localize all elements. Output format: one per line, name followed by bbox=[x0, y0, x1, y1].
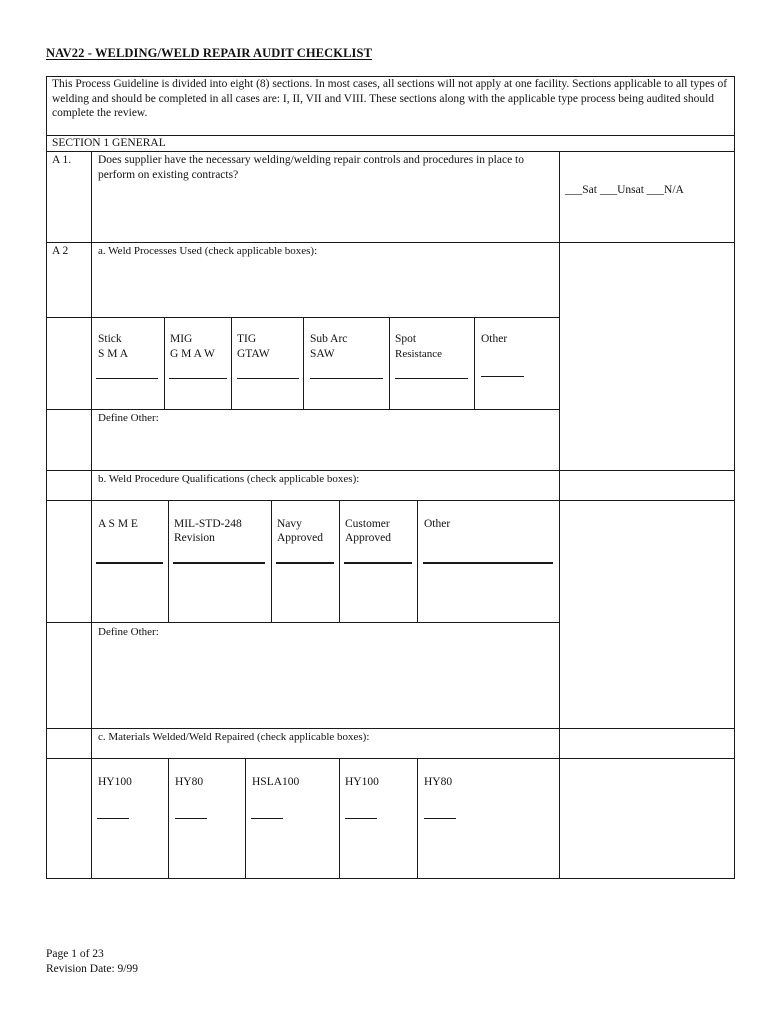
material-label: HY100 bbox=[345, 776, 379, 788]
qualification-label: Other bbox=[424, 518, 451, 530]
rule bbox=[46, 622, 560, 623]
col-divider-rating bbox=[559, 151, 560, 878]
rule bbox=[46, 409, 560, 410]
cell-divider bbox=[339, 758, 340, 878]
material-label: HY80 bbox=[175, 776, 204, 788]
checkbox-blank[interactable] bbox=[175, 818, 207, 819]
intro-text: This Process Guideline is divided into eight (8) sections. In most cases, all sections will not apply at one facility. Sections applicable to all types of welding and should be completed in all cases are: I, II, VII and VIII. These sections along with the applicable type process being audited should complete the review. bbox=[52, 78, 728, 119]
cell-divider bbox=[231, 317, 232, 409]
checkbox-blank[interactable] bbox=[423, 562, 553, 564]
checkbox-blank[interactable] bbox=[96, 562, 163, 564]
qualification-sublabel: Approved bbox=[345, 532, 391, 544]
qualification-label: Navy bbox=[277, 518, 302, 530]
table-border-bottom bbox=[46, 878, 735, 879]
define-other-label: Define Other: bbox=[98, 412, 159, 424]
checkbox-blank[interactable] bbox=[344, 562, 412, 564]
process-code: GTAW bbox=[237, 348, 270, 360]
checkbox-blank[interactable] bbox=[169, 378, 227, 379]
material-label: HY80 bbox=[424, 776, 453, 788]
material-label: HY100 bbox=[98, 776, 132, 788]
process-code: SAW bbox=[310, 348, 335, 360]
revision-date: Revision Date: 9/99 bbox=[46, 963, 138, 975]
process-code: S M A bbox=[98, 348, 129, 360]
section-heading: SECTION 1 GENERAL bbox=[52, 137, 166, 149]
rule bbox=[46, 500, 735, 501]
checkbox-blank[interactable] bbox=[251, 818, 283, 819]
part-a-label: a. Weld Processes Used (check applicable boxes): bbox=[98, 245, 318, 257]
item-number-a1: A 1. bbox=[52, 154, 72, 166]
part-c-label: c. Materials Welded/Weld Repaired (check applicable boxes): bbox=[98, 731, 370, 743]
cell-divider bbox=[417, 758, 418, 878]
checkbox-blank[interactable] bbox=[237, 378, 299, 379]
checkbox-blank[interactable] bbox=[481, 376, 524, 377]
checkbox-blank[interactable] bbox=[97, 818, 129, 819]
cell-divider bbox=[168, 758, 169, 878]
page-title: NAV22 - WELDING/WELD REPAIR AUDIT CHECKLIST bbox=[46, 46, 373, 60]
cell-divider bbox=[168, 500, 169, 622]
page-number: Page 1 of 23 bbox=[46, 948, 104, 960]
checkbox-blank[interactable] bbox=[173, 562, 265, 564]
cell-divider bbox=[339, 500, 340, 622]
rating-a1[interactable]: ___Sat ___Unsat ___N/A bbox=[565, 184, 684, 196]
rule bbox=[46, 242, 735, 243]
checkbox-blank[interactable] bbox=[424, 818, 456, 819]
item-number-a2: A 2 bbox=[52, 245, 69, 257]
col-divider-number bbox=[91, 151, 92, 878]
cell-divider bbox=[245, 758, 246, 878]
cell-divider bbox=[474, 317, 475, 409]
qualification-label: Customer bbox=[345, 518, 390, 530]
cell-divider bbox=[303, 317, 304, 409]
qualification-label: A S M E bbox=[98, 518, 138, 530]
checkbox-blank[interactable] bbox=[310, 378, 383, 379]
process-label: Other bbox=[481, 333, 508, 345]
process-label: MIG bbox=[170, 333, 193, 345]
rule bbox=[46, 470, 735, 471]
checkbox-blank[interactable] bbox=[345, 818, 377, 819]
checkbox-blank[interactable] bbox=[96, 378, 158, 379]
rule bbox=[46, 758, 735, 759]
process-code: Resistance bbox=[395, 348, 443, 360]
process-label: Sub Arc bbox=[310, 333, 348, 345]
process-label: Stick bbox=[98, 333, 122, 345]
define-other-label: Define Other: bbox=[98, 626, 159, 638]
cell-divider bbox=[417, 500, 418, 622]
cell-divider bbox=[389, 317, 390, 409]
checkbox-blank[interactable] bbox=[276, 562, 334, 564]
checkbox-blank[interactable] bbox=[395, 378, 468, 379]
qualification-sublabel: Approved bbox=[277, 532, 323, 544]
process-code: G M A W bbox=[170, 348, 215, 360]
cell-divider bbox=[271, 500, 272, 622]
process-label: TIG bbox=[237, 333, 257, 345]
rule bbox=[46, 151, 735, 152]
question-a1: Does supplier have the necessary welding/welding repair controls and procedures in place to perform on existing contracts? bbox=[98, 154, 524, 181]
part-b-label: b. Weld Procedure Qualifications (check applicable boxes): bbox=[98, 473, 360, 485]
material-label: HSLA100 bbox=[252, 776, 300, 788]
rule bbox=[46, 728, 735, 729]
cell-divider bbox=[164, 317, 165, 409]
process-label: Spot bbox=[395, 333, 417, 345]
qualification-label: MIL-STD-248 bbox=[174, 518, 242, 530]
qualification-sublabel: Revision bbox=[174, 532, 215, 544]
